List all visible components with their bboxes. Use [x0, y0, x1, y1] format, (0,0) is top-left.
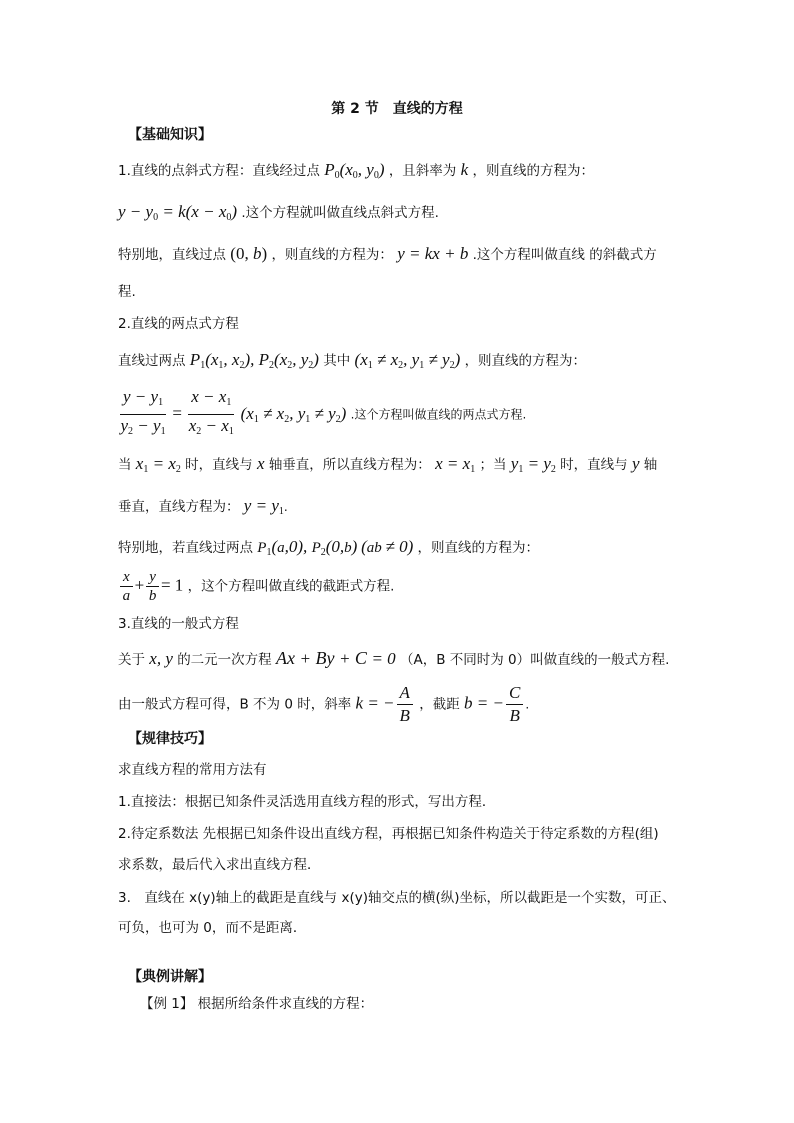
point-slope-formula — [118, 202, 439, 228]
section-examples: 【典例讲解】 — [128, 969, 212, 985]
text: 当 — [118, 457, 132, 473]
text: ，则直线的方程为： — [464, 353, 587, 369]
general-form-slope: 由一般式方程可得，B 不为 0 时，斜率 k = − $\frac{A}{B}$ ，截距 b = − $\frac{C}{B}$ . — [118, 683, 530, 725]
formula: ($x_1 \ne x_2$, $y_1 \ne y_2$) — [240, 403, 347, 425]
text: 特别地，若直线过两点 — [118, 540, 253, 556]
text: ，且斜率为 — [388, 163, 457, 179]
text: 时，直线与 — [185, 457, 253, 473]
section-rules-tips: 【规律技巧】 — [128, 731, 212, 747]
formula: b = − — [464, 693, 504, 713]
horizontal-case: 垂直，直线方程为： $y = y_1$. — [118, 496, 288, 517]
rule-undetermined-coefficients: 2.待定系数法 先根据已知条件设出直线方程，再根据已知条件构造关于待定系数的方程(组) — [118, 826, 659, 842]
text: 特别地，直线过点 — [118, 247, 226, 263]
section-basic-knowledge: 【基础知识】 — [128, 127, 212, 143]
text: 1.直线的点斜式方程：直线经过点 — [118, 163, 320, 179]
text: .这个方程叫做直线 的斜截式方 — [472, 247, 657, 263]
formula: $P_0(x_0$, $y_0$) — [324, 160, 385, 181]
text: ，则直线的方程为： — [271, 247, 393, 263]
text: 其中 — [323, 353, 351, 369]
point-slope-intro — [118, 160, 594, 186]
formula-fraction: $\frac{x - x_1}{x_2 - x_1}$ — [188, 387, 234, 437]
page-title: 第 2 节 直线的方程 — [331, 101, 463, 117]
rule-intercept-note-cont: 可负，也可为 0，而不是距离． — [118, 920, 307, 936]
text: （A，B 不同时为 0）叫做直线的一般式方程. — [399, 652, 670, 668]
formula: x, y — [149, 649, 173, 668]
formula: k — [460, 160, 469, 179]
formula-fraction: $\frac{y}{b}$ — [146, 568, 159, 605]
formula: Ax + By + C = 0 — [275, 648, 396, 668]
text: ，这个方程叫做直线的截距式方程. — [187, 578, 395, 595]
general-form-line — [118, 648, 669, 670]
formula: $y_1 = y_2$ — [510, 454, 556, 475]
example-1: 【例 1】 根据所给条件求直线的方程： — [140, 996, 374, 1012]
formula: k = − — [355, 693, 395, 713]
formula: $P_1(a,0)$, $P_2(0,b) (ab \ne 0)$ — [257, 537, 414, 558]
text: ；当 — [479, 457, 507, 473]
formula: $x_1 = x_2$ — [135, 454, 181, 475]
intercept-formula: $\frac{x}{a}$ + $\frac{y}{b}$ = 1 ，这个方程叫做直线的截距式方程. — [118, 568, 394, 605]
slope-intercept-line — [118, 244, 657, 265]
text: 轴 — [643, 457, 658, 473]
text: 时，直线与 — [560, 457, 628, 473]
rule-intercept-note: 3. 直线在 x(y)轴上的截距是直线与 x(y)轴交点的横(纵)坐标，所以截距是一个实数，可正、 — [118, 890, 676, 906]
two-point-formula: $\frac{y - y_1}{y_2 - y_1}$ = $\frac{x - x_1}{x_2 - x_1}$ ($x_1 \ne x_2$, $y_1 \ne y_2$) .这个方程叫做直线的两点式方程. — [118, 386, 526, 443]
text: 垂直，直线方程为： — [118, 499, 240, 515]
vertical-horizontal-case — [118, 454, 657, 480]
formula: x — [256, 454, 265, 473]
text: ，则直线的方程为： — [417, 540, 540, 556]
text: 关于 — [118, 652, 145, 668]
text: 由一般式方程可得，B 不为 0 时，斜率 — [118, 696, 352, 713]
text: 直线过两点 — [118, 353, 186, 369]
formula: $P_1(x_1$, $x_2$), $P_2(x_2$, $y_2$) — [189, 350, 319, 371]
two-point-heading: 2.直线的两点式方程 — [118, 316, 239, 332]
text: .这个方程就叫做直线点斜式方程. — [241, 205, 439, 221]
rules-intro: 求直线方程的常用方法有 — [118, 762, 267, 778]
rule-direct-method: 1.直接法：根据已知条件灵活选用直线方程的形式，写出方程． — [118, 794, 496, 810]
formula: ($x_1 \ne x_2$, $y_1 \ne y_2$) — [354, 350, 461, 371]
intercept-intro — [118, 537, 539, 563]
formula-fraction: $\frac{A}{B}$ — [397, 682, 413, 727]
general-form-heading: 3.直线的一般式方程 — [118, 616, 239, 632]
formula: $x = x_1$ — [435, 454, 476, 475]
text: 程. — [118, 284, 136, 300]
formula: $y = y_1$ — [243, 496, 284, 517]
two-point-intro — [118, 350, 586, 376]
rule-undetermined-coefficients-cont: 求系数，最后代入求出直线方程． — [118, 857, 321, 873]
formula-fraction: $\frac{y - y_1}{y_2 - y_1}$ — [120, 387, 166, 437]
formula: $y - y_0 = k(x - x_0)$ — [118, 202, 238, 223]
text: 轴垂直，所以直线方程为： — [268, 457, 431, 473]
formula: y — [631, 454, 640, 473]
text: 的二元一次方程 — [177, 652, 272, 668]
formula: y = kx + b — [397, 244, 469, 263]
formula-fraction: $\frac{C}{B}$ — [506, 682, 523, 727]
formula: (0, b) — [230, 244, 268, 263]
formula-fraction: $\frac{x}{a}$ — [120, 568, 133, 605]
text: .这个方程叫做直线的两点式方程. — [350, 407, 527, 422]
text: ，则直线的方程为： — [472, 163, 594, 179]
text: ，截距 — [419, 696, 460, 713]
